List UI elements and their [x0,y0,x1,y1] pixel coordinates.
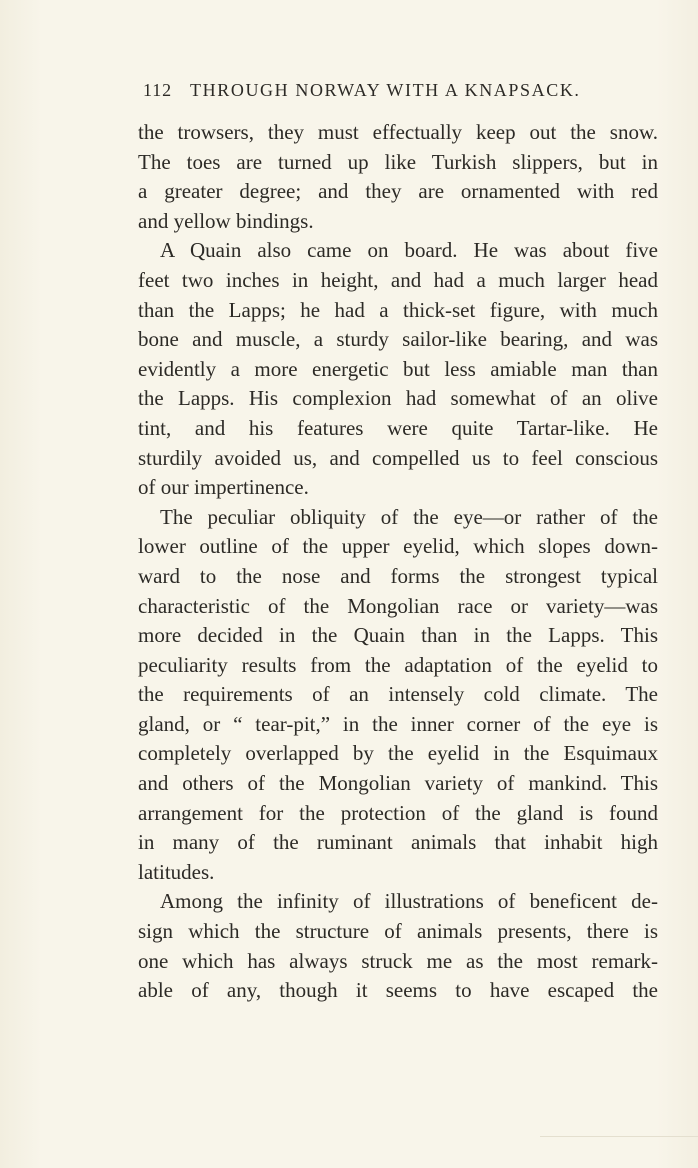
text-line: lower outline of the upper eyelid, which slopes down- [138,534,658,559]
paragraph [138,118,658,236]
text-line: feet two inches in height, and had a much larger head [138,267,658,292]
running-title: THROUGH NORWAY WITH A KNAPSACK. [190,80,581,100]
text-line: gland, or “ tear-pit,” in the inner corner of the eye is [138,711,658,736]
text-line: than the Lapps; he had a thick-set figure, with much [138,297,658,322]
text-line: the Lapps. His complexion had somewhat of an olive [138,386,658,411]
text-line: ward to the nose and forms the strongest typical [138,563,658,588]
text-line: tint, and his features were quite Tartar-like. He [138,415,658,440]
text-line: A Quain also came on board. He was about five [160,238,658,263]
text-line: more decided in the Quain than in the Lapps. This [138,623,658,648]
text-line: and others of the Mongolian variety of mankind. This [138,771,658,796]
text-line: characteristic of the Mongolian race or variety—was [138,593,658,618]
text-line: The peculiar obliquity of the eye—or rather of the [160,504,658,529]
paragraph [138,503,658,888]
paragraph [138,887,658,1005]
text-line: completely overlapped by the eyelid in the Esquimaux [138,741,658,766]
text-line: latitudes. [138,859,215,884]
text-line: bone and muscle, a sturdy sailor-like bearing, and was [138,327,658,352]
body-text [138,118,658,1006]
text-line: in many of the ruminant animals that inhabit high [138,830,658,855]
text-line: able of any, though it seems to have escaped the [138,978,658,1003]
text-line: the requirements of an intensely cold climate. The [138,682,658,707]
text-line: The toes are turned up like Turkish slippers, but in [138,149,658,174]
running-head [143,80,613,101]
paragraph [138,236,658,502]
text-line: Among the infinity of illustrations of beneficent de- [160,889,658,914]
text-line: and yellow bindings. [138,208,314,233]
text-line: sturdily avoided us, and compelled us to feel conscious [138,445,658,470]
text-line: one which has always struck me as the most remark- [138,948,658,973]
text-line: of our impertinence. [138,475,309,500]
text-line: a greater degree; and they are ornamented with red [138,179,658,204]
text-line: sign which the structure of animals presents, there is [138,919,658,944]
text-line: peculiarity results from the adaptation of the eyelid to [138,652,658,677]
text-line: arrangement for the protection of the gland is found [138,800,658,825]
page-number: 112 [143,80,173,100]
text-line: evidently a more energetic but less amiable man than [138,356,658,381]
page-edge-rule [540,1136,698,1137]
text-line: the trowsers, they must effectually keep out the snow. [138,120,658,144]
